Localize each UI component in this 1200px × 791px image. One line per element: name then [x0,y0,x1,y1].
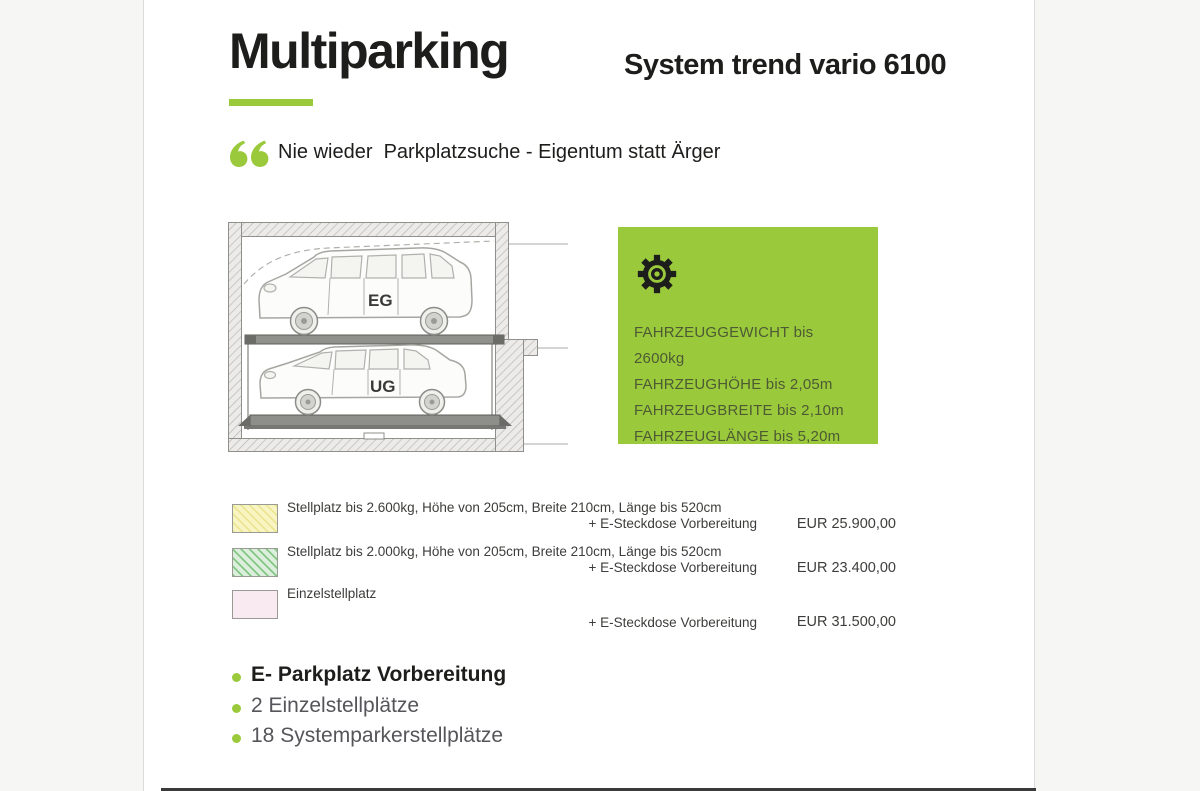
price-description-line2: + E-Steckdose Vorbereitung [588,560,757,575]
tagline-text: Nie wieder Parkplatzsuche - Eigentum statt Ärger [278,141,721,163]
price-description-line1: Stellplatz bis 2.600kg, Höhe von 205cm, Breite 210cm, Länge bis 520cm [287,500,722,515]
spec-vehicle-length: FAHRZEUGLÄNGE bis 5,20m [634,428,841,445]
feature-label: E- Parkplatz Vorbereitung [251,663,507,686]
price-row [232,586,896,631]
price-value: EUR 23.400,00 [796,560,896,576]
feature-item [232,663,506,687]
spec-vehicle-width: FAHRZEUGBREITE bis 2,10m [634,402,844,419]
bullet-dot-icon [232,734,241,743]
spec-lines [634,320,862,450]
price-description-line2: + E-Steckdose Vorbereitung [588,615,757,630]
bullet-dot-icon [232,673,241,682]
price-row [232,544,896,577]
upper-car-label: EG [368,291,393,310]
price-description-line2: + E-Steckdose Vorbereitung [588,516,757,531]
vehicle-specs-panel [618,227,878,444]
price-description-line1: Einzelstellplatz [287,586,377,601]
quote-icon [229,140,271,168]
feature-item [232,724,503,748]
swatch-yellow-hatched [232,504,278,533]
page-title: Multiparking [229,23,509,79]
price-description-line1: Stellplatz bis 2.000kg, Höhe von 205cm, Breite 210cm, Länge bis 520cm [287,544,722,559]
price-value: EUR 31.500,00 [796,614,896,630]
feature-label: 2 Einzelstellplätze [251,694,420,717]
gear-icon [634,251,680,297]
price-description [287,544,757,576]
lower-car-label: UG [370,377,396,396]
feature-label: 18 Systemparkerstellplätze [251,724,504,747]
system-subtitle: System trend vario 6100 [624,49,947,81]
spec-vehicle-height: FAHRZEUGHÖHE bis 2,05m [634,376,833,393]
swatch-pink-plain [232,590,278,619]
pit-floor-notch [364,433,384,439]
price-row [232,500,896,533]
swatch-green-hatched [232,548,278,577]
price-description [287,500,757,532]
upper-car [259,248,472,318]
feature-item [232,694,419,718]
upper-platform [245,335,504,344]
flyer-page [143,0,1035,791]
tagline [229,138,720,168]
lower-platform [238,415,512,429]
bullet-dot-icon [232,704,241,713]
spec-vehicle-weight: FAHRZEUGGEWICHT bis 2600kg [634,324,814,367]
parking-system-diagram [228,222,568,455]
price-value: EUR 25.900,00 [796,516,896,532]
price-description [287,586,757,631]
title-underline [229,99,313,106]
